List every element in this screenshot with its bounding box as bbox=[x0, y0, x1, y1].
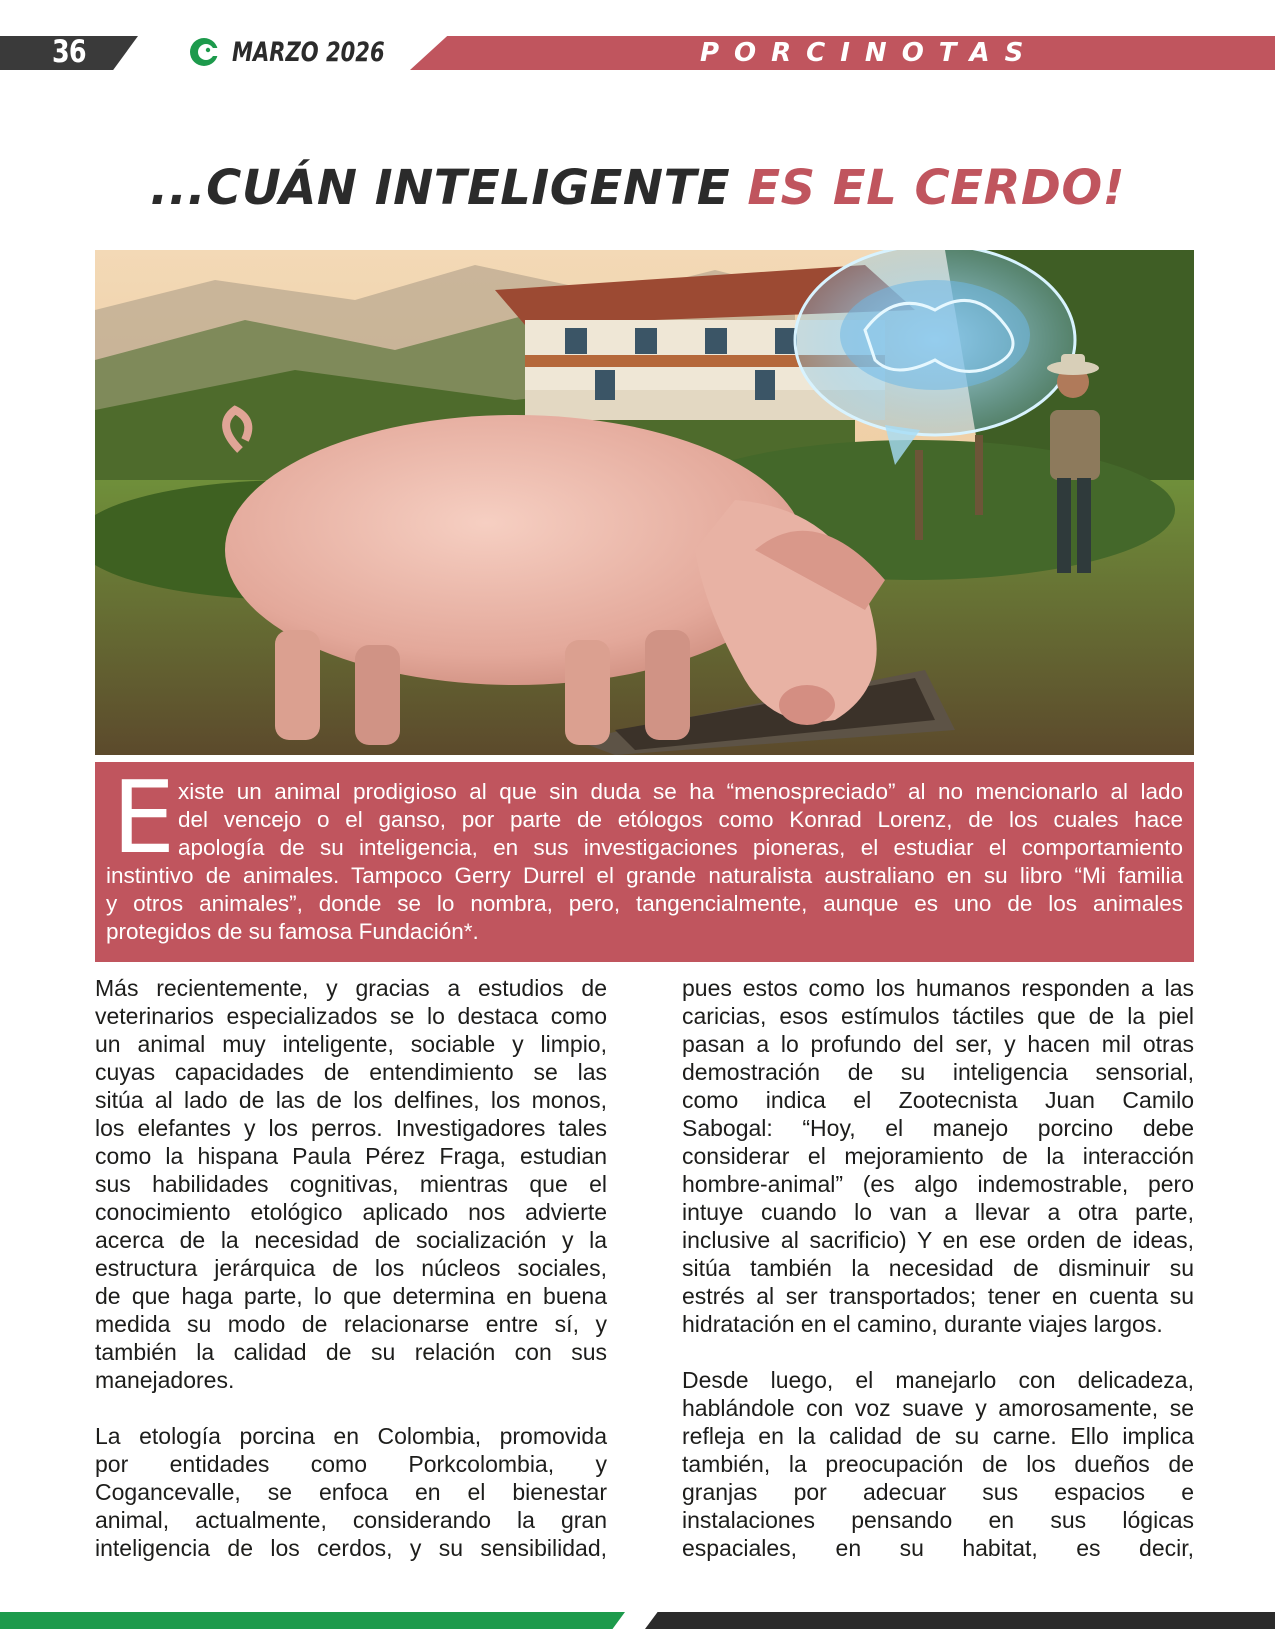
page-number: 36 bbox=[52, 34, 86, 70]
right-column-line: hidratación en el camino, durante viajes largos. bbox=[682, 1311, 1163, 1337]
intro-line: xiste un animal prodigioso al que sin duda se ha “menospreciado” al no mencionarlo al lado bbox=[178, 779, 1183, 804]
right-column-line: como indica el Zootecnista Juan Camilo bbox=[682, 1087, 1194, 1113]
section-title: PORCINOTAS bbox=[700, 38, 1039, 68]
pig-farm-illustration bbox=[95, 250, 1194, 755]
left-column-line: estructura jerárquica de los núcleos sociales, bbox=[95, 1255, 607, 1281]
right-column-line: demostración de su inteligencia sensorial, bbox=[682, 1059, 1194, 1085]
right-column-line: Desde luego, el manejarlo con delicadeza, bbox=[682, 1367, 1194, 1393]
left-column-line: cuyas capacidades de entendimiento se las bbox=[95, 1059, 607, 1085]
right-column-line: pasan a lo profundo del ser, y hacen mil otras bbox=[682, 1031, 1194, 1057]
right-column-line: refleja en la calidad de su carne. Ello implica bbox=[682, 1423, 1194, 1449]
intro-line: y otros animales”, donde se lo nombra, pero, tangencialmente, aunque es uno de los animales bbox=[106, 891, 1183, 916]
magazine-logo-icon bbox=[188, 36, 220, 68]
intro-line: protegidos de su famosa Fundación*. bbox=[106, 919, 479, 944]
right-column-line: hablándole con voz suave y amorosamente, se bbox=[682, 1395, 1194, 1421]
issue-date: MARZO 2026 bbox=[232, 37, 385, 68]
right-column-line: sitúa también la necesidad de disminuir su bbox=[682, 1255, 1194, 1281]
drop-cap: E bbox=[112, 759, 176, 876]
left-column-line: por entidades como Porkcolombia, y bbox=[95, 1451, 607, 1477]
article-title-part2: ES EL CERDO! bbox=[747, 160, 1126, 216]
left-column-line: de que haga parte, lo que determina en buena bbox=[95, 1283, 607, 1309]
left-column-line: manejadores. bbox=[95, 1367, 235, 1393]
right-column-line: hombre-animal” (es algo indemostrable, pero bbox=[682, 1171, 1194, 1197]
left-column-line: como la hispana Paula Pérez Fraga, estudian bbox=[95, 1143, 607, 1169]
left-column-line: inteligencia de los cerdos, y su sensibilidad, bbox=[95, 1535, 607, 1561]
footer-green-bar bbox=[0, 1612, 625, 1629]
left-column-line: sitúa al lado de las de los delfines, los monos, bbox=[95, 1087, 607, 1113]
article-title bbox=[0, 160, 1275, 216]
article-title-part1: ...CUÁN INTELIGENTE bbox=[149, 160, 731, 216]
article-photo bbox=[95, 250, 1194, 755]
right-column-line: intuye cuando lo van a llevar a otra parte, bbox=[682, 1199, 1194, 1225]
footer-dark-bar bbox=[645, 1612, 1275, 1629]
right-column-line: considerar el mejoramiento de la interacción bbox=[682, 1143, 1194, 1169]
left-column-line: sus habilidades cognitivas, mientras que el bbox=[95, 1171, 607, 1197]
left-column-line: Más recientemente, y gracias a estudios de bbox=[95, 975, 607, 1001]
right-column-line: espaciales, en su habitat, es decir, bbox=[682, 1535, 1194, 1561]
left-column-line: Cogancevalle, se enfoca en el bienestar bbox=[95, 1479, 607, 1505]
right-column-line: instalaciones pensando en sus lógicas bbox=[682, 1507, 1194, 1533]
left-column-line: acerca de la necesidad de socialización y la bbox=[95, 1227, 607, 1253]
left-column-line: los elefantes y los perros. Investigadores tales bbox=[95, 1115, 607, 1141]
right-column-line: Sabogal: “Hoy, el manejo porcino debe bbox=[682, 1115, 1194, 1141]
right-column-line: estrés al ser transportados; tener en cuenta su bbox=[682, 1283, 1194, 1309]
left-column-line: veterinarios especializados se lo destaca como bbox=[95, 1003, 607, 1029]
intro-line: instintivo de animales. Tampoco Gerry Durrel el grande naturalista australiano en su libro “Mi familia bbox=[106, 863, 1183, 888]
intro-line: apología de su inteligencia, en sus investigaciones pioneras, el estudiar el comportamiento bbox=[178, 835, 1183, 860]
intro-line: del vencejo o el ganso, por parte de etólogos como Konrad Lorenz, de los cuales hace bbox=[178, 807, 1183, 832]
right-column-line: granjas por adecuar sus espacios e bbox=[682, 1479, 1194, 1505]
right-column-line: inclusive al sacrificio) Y en ese orden de ideas, bbox=[682, 1227, 1194, 1253]
right-column-line: también, la preocupación de los dueños de bbox=[682, 1451, 1194, 1477]
right-column-line: caricias, esos estímulos táctiles que de la piel bbox=[682, 1003, 1194, 1029]
left-column-line: conocimiento etológico aplicado nos advierte bbox=[95, 1199, 607, 1225]
right-column-line: pues estos como los humanos responden a las bbox=[682, 975, 1194, 1001]
left-column-line: también la calidad de su relación con sus bbox=[95, 1339, 607, 1365]
left-column-line: un animal muy inteligente, sociable y limpio, bbox=[95, 1031, 607, 1057]
left-column-line: medida su modo de relacionarse entre sí, y bbox=[95, 1311, 607, 1337]
left-column-line: La etología porcina en Colombia, promovida bbox=[95, 1423, 607, 1449]
left-column-line: animal, actualmente, considerando la gran bbox=[95, 1507, 607, 1533]
